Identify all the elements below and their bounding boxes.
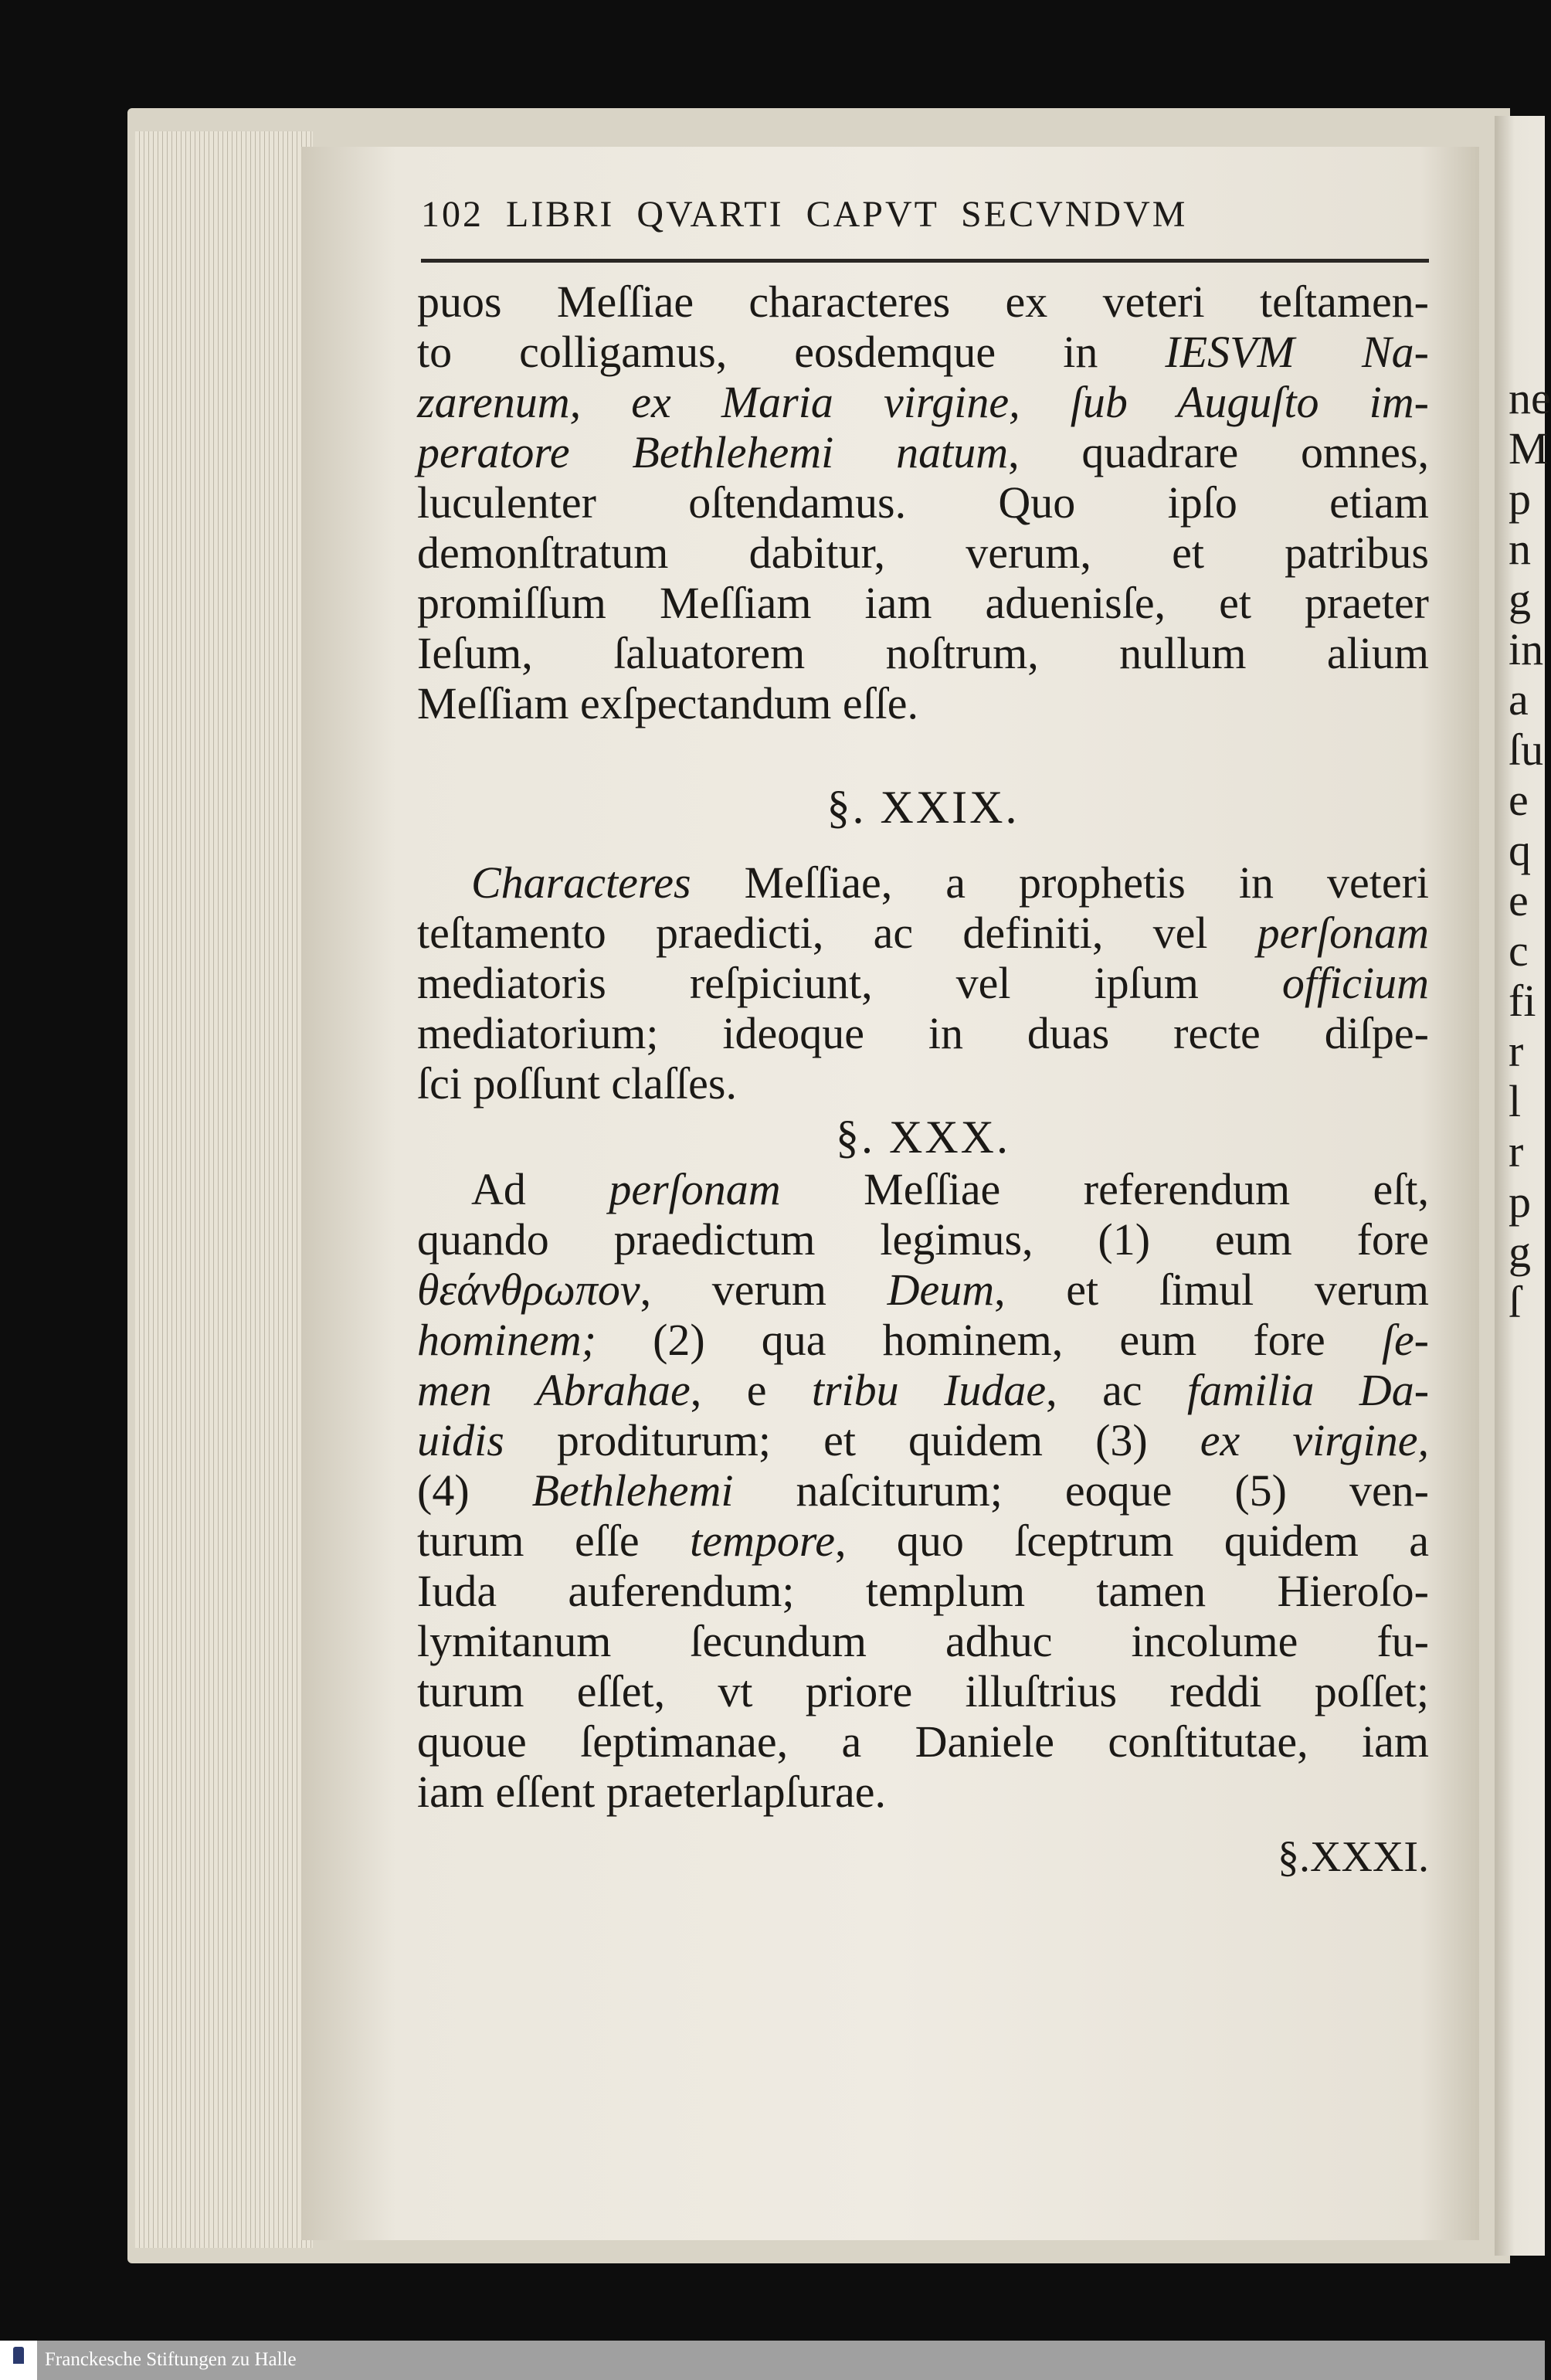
facing-page-fragment: M	[1509, 423, 1549, 474]
roman-text: demonſtratum dabitur, verum, et patribus	[417, 528, 1429, 578]
text-line	[417, 477, 1429, 528]
roman-text: Meſſiae referendum eſt,	[780, 1164, 1429, 1214]
italic-text: Deum	[887, 1265, 995, 1315]
text-line	[417, 377, 1429, 427]
text-line	[417, 578, 1429, 628]
italic-text: ex virgine,	[1200, 1415, 1430, 1465]
italic-text: ſe-	[1381, 1315, 1429, 1365]
italic-text: tribu Iudae	[811, 1365, 1047, 1415]
italic-text: uidis	[417, 1415, 504, 1465]
italic-text: IESVM Na-	[1165, 327, 1429, 377]
text-line	[417, 1465, 1429, 1516]
roman-text: turum eſſe	[417, 1516, 691, 1566]
italic-text: peratore Bethlehemi natum	[417, 427, 1009, 477]
italic-text: men Abrahae	[417, 1365, 691, 1415]
facing-page-fragment: ſu	[1509, 725, 1544, 775]
facing-page-edge	[1495, 116, 1551, 2256]
logo-figure-icon	[13, 2347, 24, 2364]
roman-text: puos Meſſiae characteres ex veteri teſtamen-	[417, 277, 1429, 327]
text-line	[417, 1214, 1429, 1265]
italic-text: perſonam	[609, 1164, 781, 1214]
italic-text: familia Da-	[1187, 1365, 1430, 1415]
italic-text: Bethlehemi	[531, 1465, 734, 1516]
facing-page-fragment: g	[1509, 1227, 1531, 1277]
text-line	[417, 1365, 1429, 1415]
text-line	[417, 1616, 1429, 1666]
text-line	[417, 427, 1429, 477]
italic-text: Characteres	[471, 857, 691, 908]
italic-text: perſonam	[1257, 908, 1429, 958]
roman-text: turum eſſet, vt priore illuſtrius reddi poſſet;	[417, 1666, 1429, 1716]
roman-text: , quadrare omnes,	[1008, 427, 1429, 477]
facing-page-fragment: e	[1509, 775, 1529, 825]
body-text	[417, 277, 1429, 1882]
italic-text: zarenum, ex Maria virgine, ſub Auguſto im-	[417, 377, 1429, 427]
text-line	[417, 1566, 1429, 1616]
text-line	[417, 327, 1429, 377]
roman-text: , e	[690, 1365, 812, 1415]
facing-page-fragment: p	[1509, 474, 1531, 524]
facing-page-fragment: l	[1509, 1076, 1522, 1126]
footer-bar	[0, 2341, 1545, 2380]
page-edges	[135, 131, 313, 2248]
text-line	[417, 857, 1429, 908]
text-line	[417, 277, 1429, 327]
roman-text: mediatoris reſpiciunt, vel ipſum	[417, 958, 1282, 1008]
header-rule	[421, 259, 1429, 263]
text-line	[417, 628, 1429, 678]
italic-text: θεάνθρωπον	[417, 1265, 640, 1315]
text-line	[417, 1265, 1429, 1315]
facing-page-fragment: fi	[1509, 976, 1536, 1026]
roman-text: , quo ſceptrum quidem a	[835, 1516, 1430, 1566]
facing-page-fragment: r	[1509, 1026, 1524, 1076]
roman-text: proditurum; et quidem (3)	[504, 1415, 1200, 1465]
text-line	[417, 908, 1429, 958]
roman-text: , verum	[640, 1265, 887, 1315]
roman-text: , ac	[1046, 1365, 1188, 1415]
italic-text: hominem;	[417, 1315, 596, 1365]
roman-text: (2) qua hominem, eum fore	[596, 1315, 1382, 1365]
roman-text: (4)	[417, 1465, 532, 1516]
text-line	[417, 1008, 1429, 1058]
text-line	[417, 1516, 1429, 1566]
text-line	[417, 1666, 1429, 1716]
institution-logo	[0, 2341, 37, 2380]
footer-label: Franckesche Stiftungen zu Halle	[45, 2349, 297, 2370]
text-line	[417, 528, 1429, 578]
roman-text: to colligamus, eosdemque in	[417, 327, 1166, 377]
facing-page-fragment: c	[1509, 925, 1529, 976]
facing-page-fragment: p	[1509, 1176, 1531, 1227]
text-line	[417, 678, 1429, 728]
facing-page-fragment: q	[1509, 825, 1531, 875]
facing-page-fragment: a	[1509, 674, 1529, 725]
roman-text: Meſſiam exſpectandum eſſe.	[417, 678, 919, 728]
roman-text: luculenter oſtendamus. Quo ipſo etiam	[417, 477, 1429, 528]
roman-text: Meſſiae, a prophetis in veteri	[691, 857, 1429, 908]
section-heading: §. XXX.	[836, 1112, 1010, 1163]
facing-page-fragment: n	[1509, 524, 1531, 574]
text-line	[417, 1164, 1429, 1214]
roman-text: quando praedictum legimus, (1) eum fore	[417, 1214, 1429, 1265]
facing-page-fragment: ſ	[1509, 1277, 1522, 1327]
roman-text: , et ſimul verum	[994, 1265, 1429, 1315]
italic-text: tempore	[690, 1516, 835, 1566]
roman-text: mediatorium; ideoque in duas recte diſpe-	[417, 1008, 1429, 1058]
section-heading: §. XXIX.	[826, 782, 1020, 833]
facing-page-fragment: in	[1509, 624, 1544, 674]
facing-page-fragment: r	[1509, 1126, 1524, 1176]
text-line	[417, 1767, 1429, 1817]
roman-text: iam eſſent praeterlapſurae.	[417, 1767, 887, 1817]
text-line	[417, 1415, 1429, 1465]
roman-text: lymitanum ſecundum adhuc incolume fu-	[417, 1616, 1429, 1666]
roman-text: naſciturum; eoque (5) ven-	[733, 1465, 1429, 1516]
text-line	[417, 1058, 1429, 1109]
italic-text: officium	[1281, 958, 1429, 1008]
running-header: 102 LIBRI QVARTI CAPVT SECVNDVM	[421, 194, 1188, 235]
roman-text: Ad	[471, 1164, 609, 1214]
roman-text: quoue ſeptimanae, a Daniele conſtitutae, iam	[417, 1716, 1429, 1767]
roman-text: promiſſum Meſſiam iam aduenisſe, et praeter	[417, 578, 1429, 628]
roman-text: Ieſum, ſaluatorem noſtrum, nullum alium	[417, 628, 1429, 678]
catchword: §.XXXI.	[1278, 1833, 1429, 1881]
text-line	[417, 958, 1429, 1008]
roman-text: ſci poſſunt claſſes.	[417, 1058, 737, 1109]
facing-page-fragment: g	[1509, 574, 1531, 624]
text-line	[417, 1315, 1429, 1365]
text-line	[417, 1716, 1429, 1767]
roman-text: Iuda auferendum; templum tamen Hieroſo-	[417, 1566, 1429, 1616]
facing-page-fragment: e	[1509, 875, 1529, 925]
facing-page-fragment: ne	[1509, 373, 1551, 423]
roman-text: teſtamento praedicti, ac definiti, vel	[417, 908, 1257, 958]
